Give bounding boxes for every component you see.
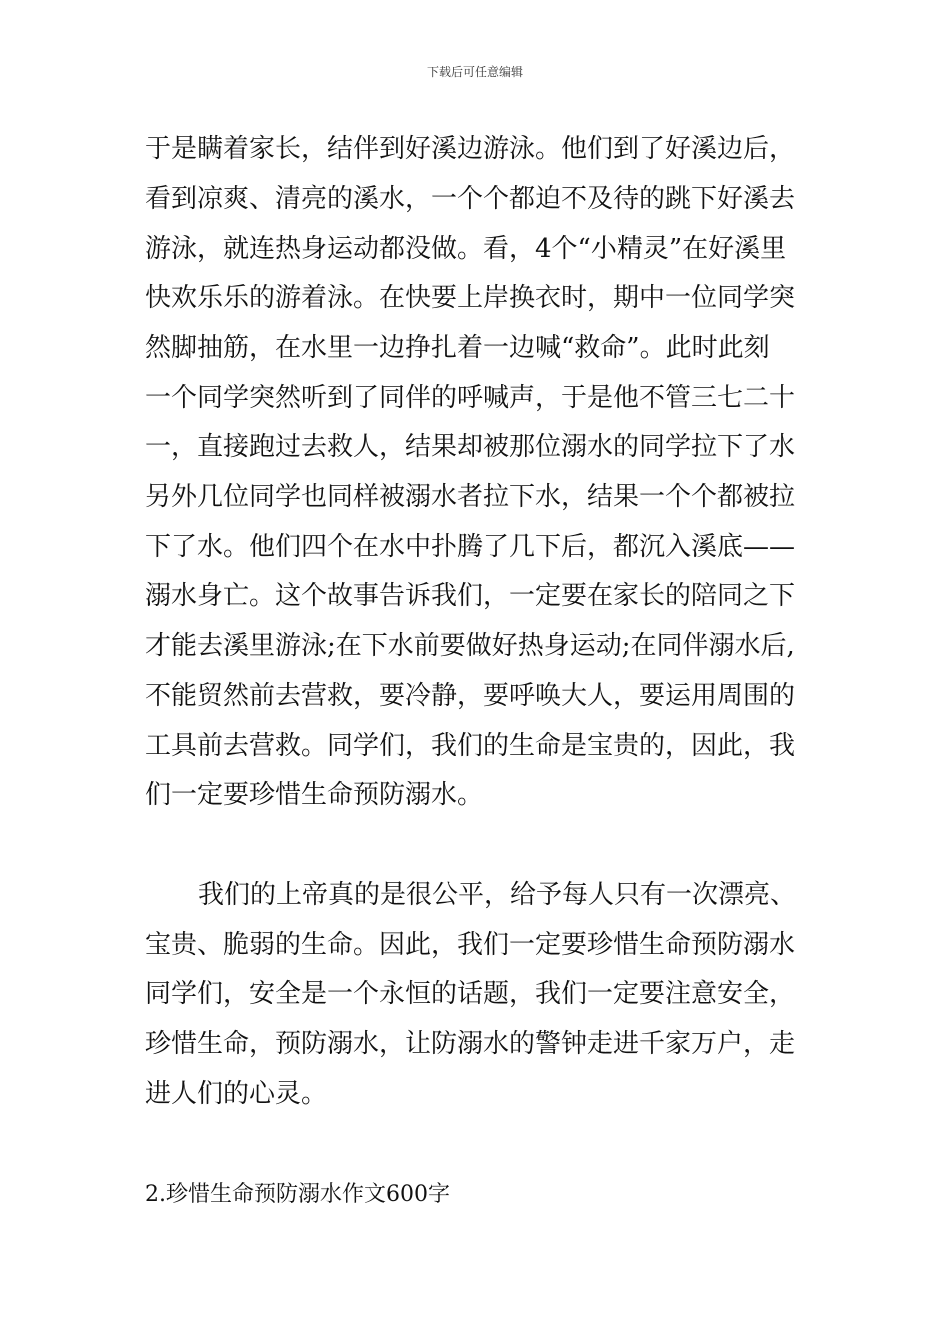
section-heading: 2.珍惜生命预防溺水作文600字 [145, 1182, 450, 1207]
paragraph-line: 溺水身亡。这个故事告诉我们，一定要在家长的陪同之下 [145, 581, 796, 611]
paragraph-line: 我们的上帝真的是很公平，给予每人只有一次漂亮、 [198, 880, 797, 910]
paragraph-line: 宝贵、脆弱的生命。因此，我们一定要珍惜生命预防溺水 [145, 930, 796, 960]
paragraph-line: 工具前去营救。同学们，我们的生命是宝贵的，因此，我 [145, 731, 796, 761]
paragraph-line: 游泳，就连热身运动都没做。看，4个“小精灵”在好溪里 [145, 234, 787, 264]
paragraph-line: 珍惜生命，预防溺水，让防溺水的警钟走进千家万户，走 [145, 1029, 796, 1059]
page-header-note: 下载后可任意编辑 [426, 65, 523, 79]
paragraph-line: 一个同学突然听到了同伴的呼喊声，于是他不管三七二十 [145, 383, 796, 413]
paragraph-line: 进人们的心灵。 [145, 1079, 328, 1109]
paragraph-line: 才能去溪里游泳;在下水前要做好热身运动;在同伴溺水后, [145, 631, 795, 661]
paragraph-line: 看到凉爽、清亮的溪水，一个个都迫不及待的跳下好溪去 [145, 184, 796, 214]
paragraph-line: 下了水。他们四个在水中扑腾了几下后，都沉入溪底—— [145, 532, 796, 562]
paragraph-line: 同学们，安全是一个永恒的话题，我们一定要注意安全， [145, 979, 796, 1009]
paragraph-line: 们一定要珍惜生命预防溺水。 [145, 780, 484, 810]
paragraph-line: 于是瞒着家长，结伴到好溪边游泳。他们到了好溪边后， [145, 134, 796, 164]
paragraph-line: 快欢乐乐的游着泳。在快要上岸换衣时，期中一位同学突 [145, 283, 796, 313]
paragraph-line: 另外几位同学也同样被溺水者拉下水，结果一个个都被拉 [145, 482, 796, 512]
paragraph-line: 然脚抽筋，在水里一边挣扎着一边喊“救命”。此时此刻 [145, 333, 770, 363]
paragraph-line: 不能贸然前去营救，要冷静，要呼唤大人，要运用周围的 [145, 681, 796, 711]
paragraph-line: 一，直接跑过去救人，结果却被那位溺水的同学拉下了水 [145, 432, 796, 462]
